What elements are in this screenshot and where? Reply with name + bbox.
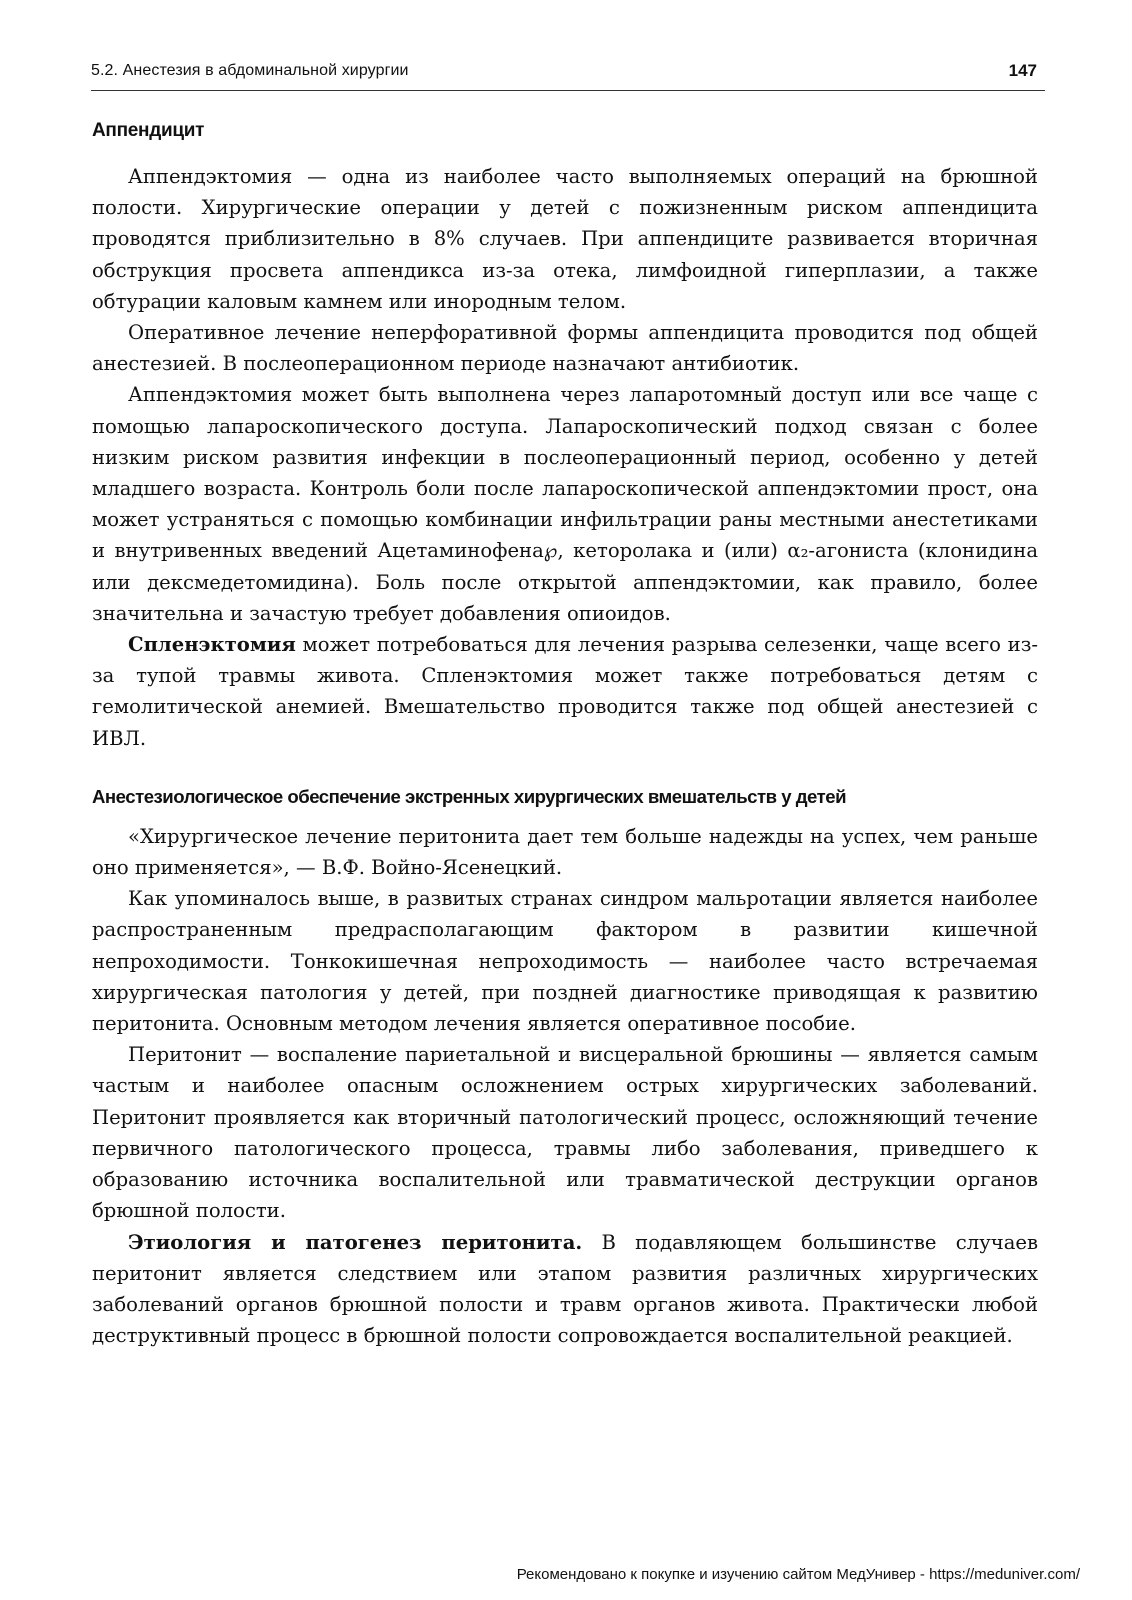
running-head [91, 58, 1045, 91]
paragraph [92, 161, 1038, 317]
paragraph-text: может потребоваться для лечения разрыва селезенки, чаще всего из-за тупой травмы живота. Спленэктомия может также потребоваться детям с гемолитической анемией. Вмешательство проводится также под общей анестезией с ИВЛ. [92, 633, 1038, 750]
section-heading-appendicitis: Аппендицит [92, 120, 205, 141]
page-number: 147 [1008, 61, 1037, 80]
paragraph-text: Аппендэктомия — одна из наиболее часто выполняемых операций на брюшной полости. Хирургические операции у детей с пожизненным риском аппендицита проводятся приблизительно в 8% случаев. При аппендиците развивается вторичная обструкция просвета аппендикса из-за отека, лимфоидной гиперплазии, а также обтурации каловым камнем или инородным телом. [92, 165, 1038, 313]
page-body [92, 118, 1038, 1351]
paragraph-text: Оперативное лечение неперфоративной формы аппендицита проводится под общей анестезией. В послеоперационном периоде назначают антибиотик. [92, 321, 1038, 376]
paragraph-text: Аппендэктомия может быть выполнена через лапаротомный доступ или все чаще с помощью лапароскопического доступа. Лапароскопический подход связан с более низким риском развития инфекции в послеоперационный период, особенно у детей младшего возраста. Контроль боли после лапароскопической аппендэктомии прост, она может устраняться с помощью комбинации инфильтрации раны местными анестетиками и внутривенных введений Ацетаминофена℘, кеторолака и (или) α₂-агониста (клонидина или дексмедетомидина). Боль после открытой аппендэктомии, как правило, более значительна и зачастую требует добавления опиоидов. [92, 383, 1038, 625]
paragraph-lead-term: Этиология и патогенез перитонита. [128, 1230, 583, 1254]
paragraph [92, 379, 1038, 629]
paragraph [92, 317, 1038, 379]
section-heading-emergency-surgery: Анестезиологическое обеспечение экстренных хирургических вмешательств у детей [92, 785, 847, 807]
section-title: 5.2. Анестезия в абдоминальной хирургии [91, 62, 409, 79]
footer-watermark: Рекомендовано к покупке и изучению сайтом МедУнивер - https://meduniver.com/ [516, 1566, 1080, 1583]
paragraph [92, 629, 1038, 754]
paragraph-quote [92, 821, 1038, 883]
paragraph-text: Как упоминалось выше, в развитых странах синдром мальротации является наиболее распространенным предрасполагающим фактором в развитии кишечной непроходимости. Тонкокишечная непроходимость — наиболее часто встречаемая хирургическая патология у детей, при поздней диагностике приводящая к развитию перитонита. Основным методом лечения является оперативное пособие. [92, 887, 1038, 1036]
paragraph [92, 1039, 1038, 1226]
paragraph-text: Перитонит — воспаление париетальной и висцеральной брюшины — является самым частым и наиболее опасным осложнением острых хирургических заболеваний. Перитонит проявляется как вторичный патологический процесс, осложняющий течение первичного патологического процесса, травмы либо заболевания, приведшего к образованию источника воспалительной или травматической деструкции органов брюшной полости. [92, 1043, 1038, 1223]
paragraph-text: «Хирургическое лечение перитонита дает тем больше надежды на успех, чем раньше оно применяется», — В.Ф. Войно-Ясенецкий. [92, 824, 1038, 880]
paragraph-text: В подавляющем большинстве случаев перитонит является следствием или этапом развития различных хирургических заболеваний органов брюшной полости и травм органов живота. Практически любой деструктивный процесс в брюшной полости сопровождается воспалительной реакцией. [92, 1230, 1038, 1348]
paragraph-lead-term: Спленэктомия [128, 633, 296, 657]
paragraph [92, 883, 1038, 1039]
paragraph [92, 1227, 1038, 1352]
